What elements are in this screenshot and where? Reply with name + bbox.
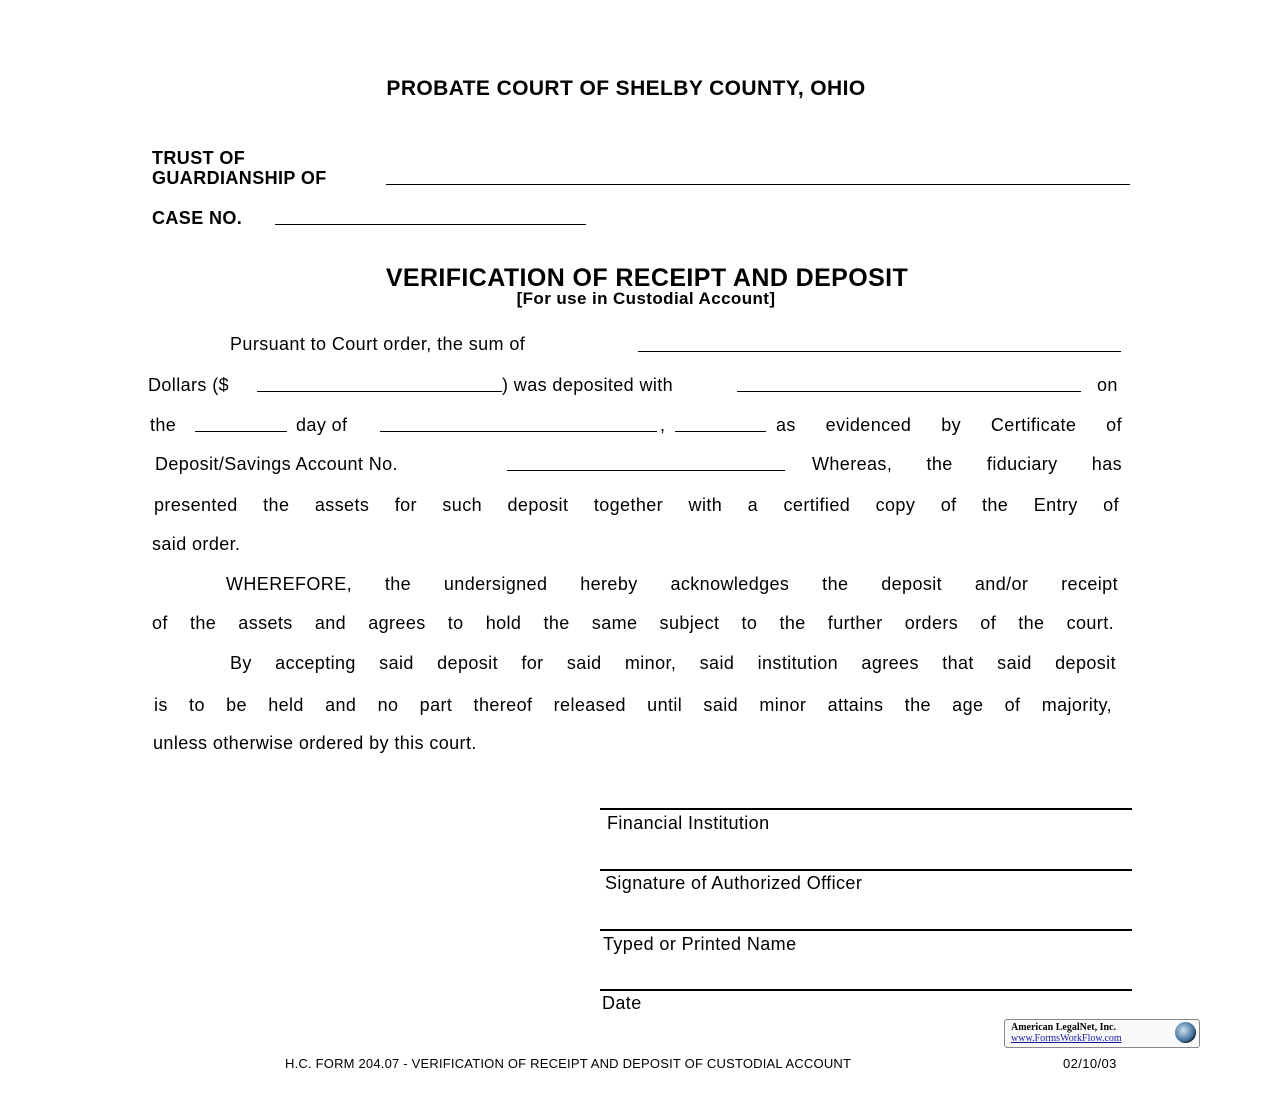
logo-company: American LegalNet, Inc. bbox=[1011, 1022, 1116, 1033]
body-line: Pursuant to Court order, the sum of bbox=[230, 334, 526, 354]
month-field[interactable] bbox=[380, 431, 657, 432]
form-title: VERIFICATION OF RECEIPT AND DEPOSIT bbox=[385, 264, 909, 292]
footer-form-id: H.C. FORM 204.07 - VERIFICATION OF RECEIPT AND DEPOSIT OF CUSTODIAL ACCOUNT bbox=[285, 1056, 852, 1071]
account-no-field[interactable] bbox=[507, 470, 785, 471]
date-line[interactable] bbox=[600, 989, 1132, 991]
body-line: of the assets and agrees to hold the same subject to the further orders of the court. bbox=[152, 613, 1114, 633]
body-line: said order. bbox=[152, 534, 241, 554]
body-line: presented the assets for such deposit together with a certified copy of the Entry of bbox=[154, 495, 1119, 515]
guardianship-of-label: GUARDIANSHIP OF bbox=[152, 168, 327, 188]
body-line: Whereas, the fiduciary has bbox=[812, 454, 1122, 474]
sum-words-field[interactable] bbox=[638, 351, 1121, 352]
trust-of-label: TRUST OF bbox=[152, 148, 246, 168]
globe-icon bbox=[1175, 1022, 1196, 1043]
institution-signature-line[interactable] bbox=[600, 808, 1132, 810]
printed-name-line[interactable] bbox=[600, 929, 1132, 931]
date-label: Date bbox=[602, 993, 642, 1013]
printed-name-label: Typed or Printed Name bbox=[603, 934, 797, 954]
dollar-amount-field[interactable] bbox=[257, 391, 502, 392]
officer-signature-line[interactable] bbox=[600, 869, 1132, 871]
day-field[interactable] bbox=[195, 431, 287, 432]
year-field[interactable] bbox=[675, 431, 766, 432]
body-line: unless otherwise ordered by this court. bbox=[153, 733, 477, 753]
body-line: ) was deposited with bbox=[502, 375, 674, 395]
footer-date: 02/10/03 bbox=[1063, 1056, 1117, 1071]
body-line: , bbox=[660, 415, 666, 435]
case-no-label: CASE NO. bbox=[152, 208, 243, 228]
body-line: is to be held and no part thereof released until said minor attains the age of majority, bbox=[154, 695, 1112, 715]
body-line: By accepting said deposit for said minor, said institution agrees that said deposit bbox=[230, 653, 1116, 673]
legalnet-logo bbox=[1004, 1019, 1200, 1048]
body-line: WHEREFORE, the undersigned hereby acknowledges the deposit and/or receipt bbox=[226, 574, 1118, 594]
guardianship-field[interactable] bbox=[386, 184, 1130, 185]
court-heading: PROBATE COURT OF SHELBY COUNTY, OHIO bbox=[386, 77, 866, 100]
institution-field[interactable] bbox=[737, 391, 1081, 392]
form-subtitle: [For use in Custodial Account] bbox=[516, 289, 776, 308]
officer-label: Signature of Authorized Officer bbox=[605, 873, 863, 893]
body-line: Deposit/Savings Account No. bbox=[155, 454, 398, 474]
body-line: the bbox=[150, 415, 177, 435]
body-line: Dollars ($ bbox=[148, 375, 230, 395]
case-no-field[interactable] bbox=[275, 224, 586, 225]
logo-url[interactable]: www.FormsWorkFlow.com bbox=[1011, 1033, 1122, 1044]
institution-label: Financial Institution bbox=[607, 813, 770, 833]
body-line: on bbox=[1097, 375, 1118, 395]
body-line: as evidenced by Certificate of bbox=[776, 415, 1122, 435]
body-line: day of bbox=[296, 415, 348, 435]
